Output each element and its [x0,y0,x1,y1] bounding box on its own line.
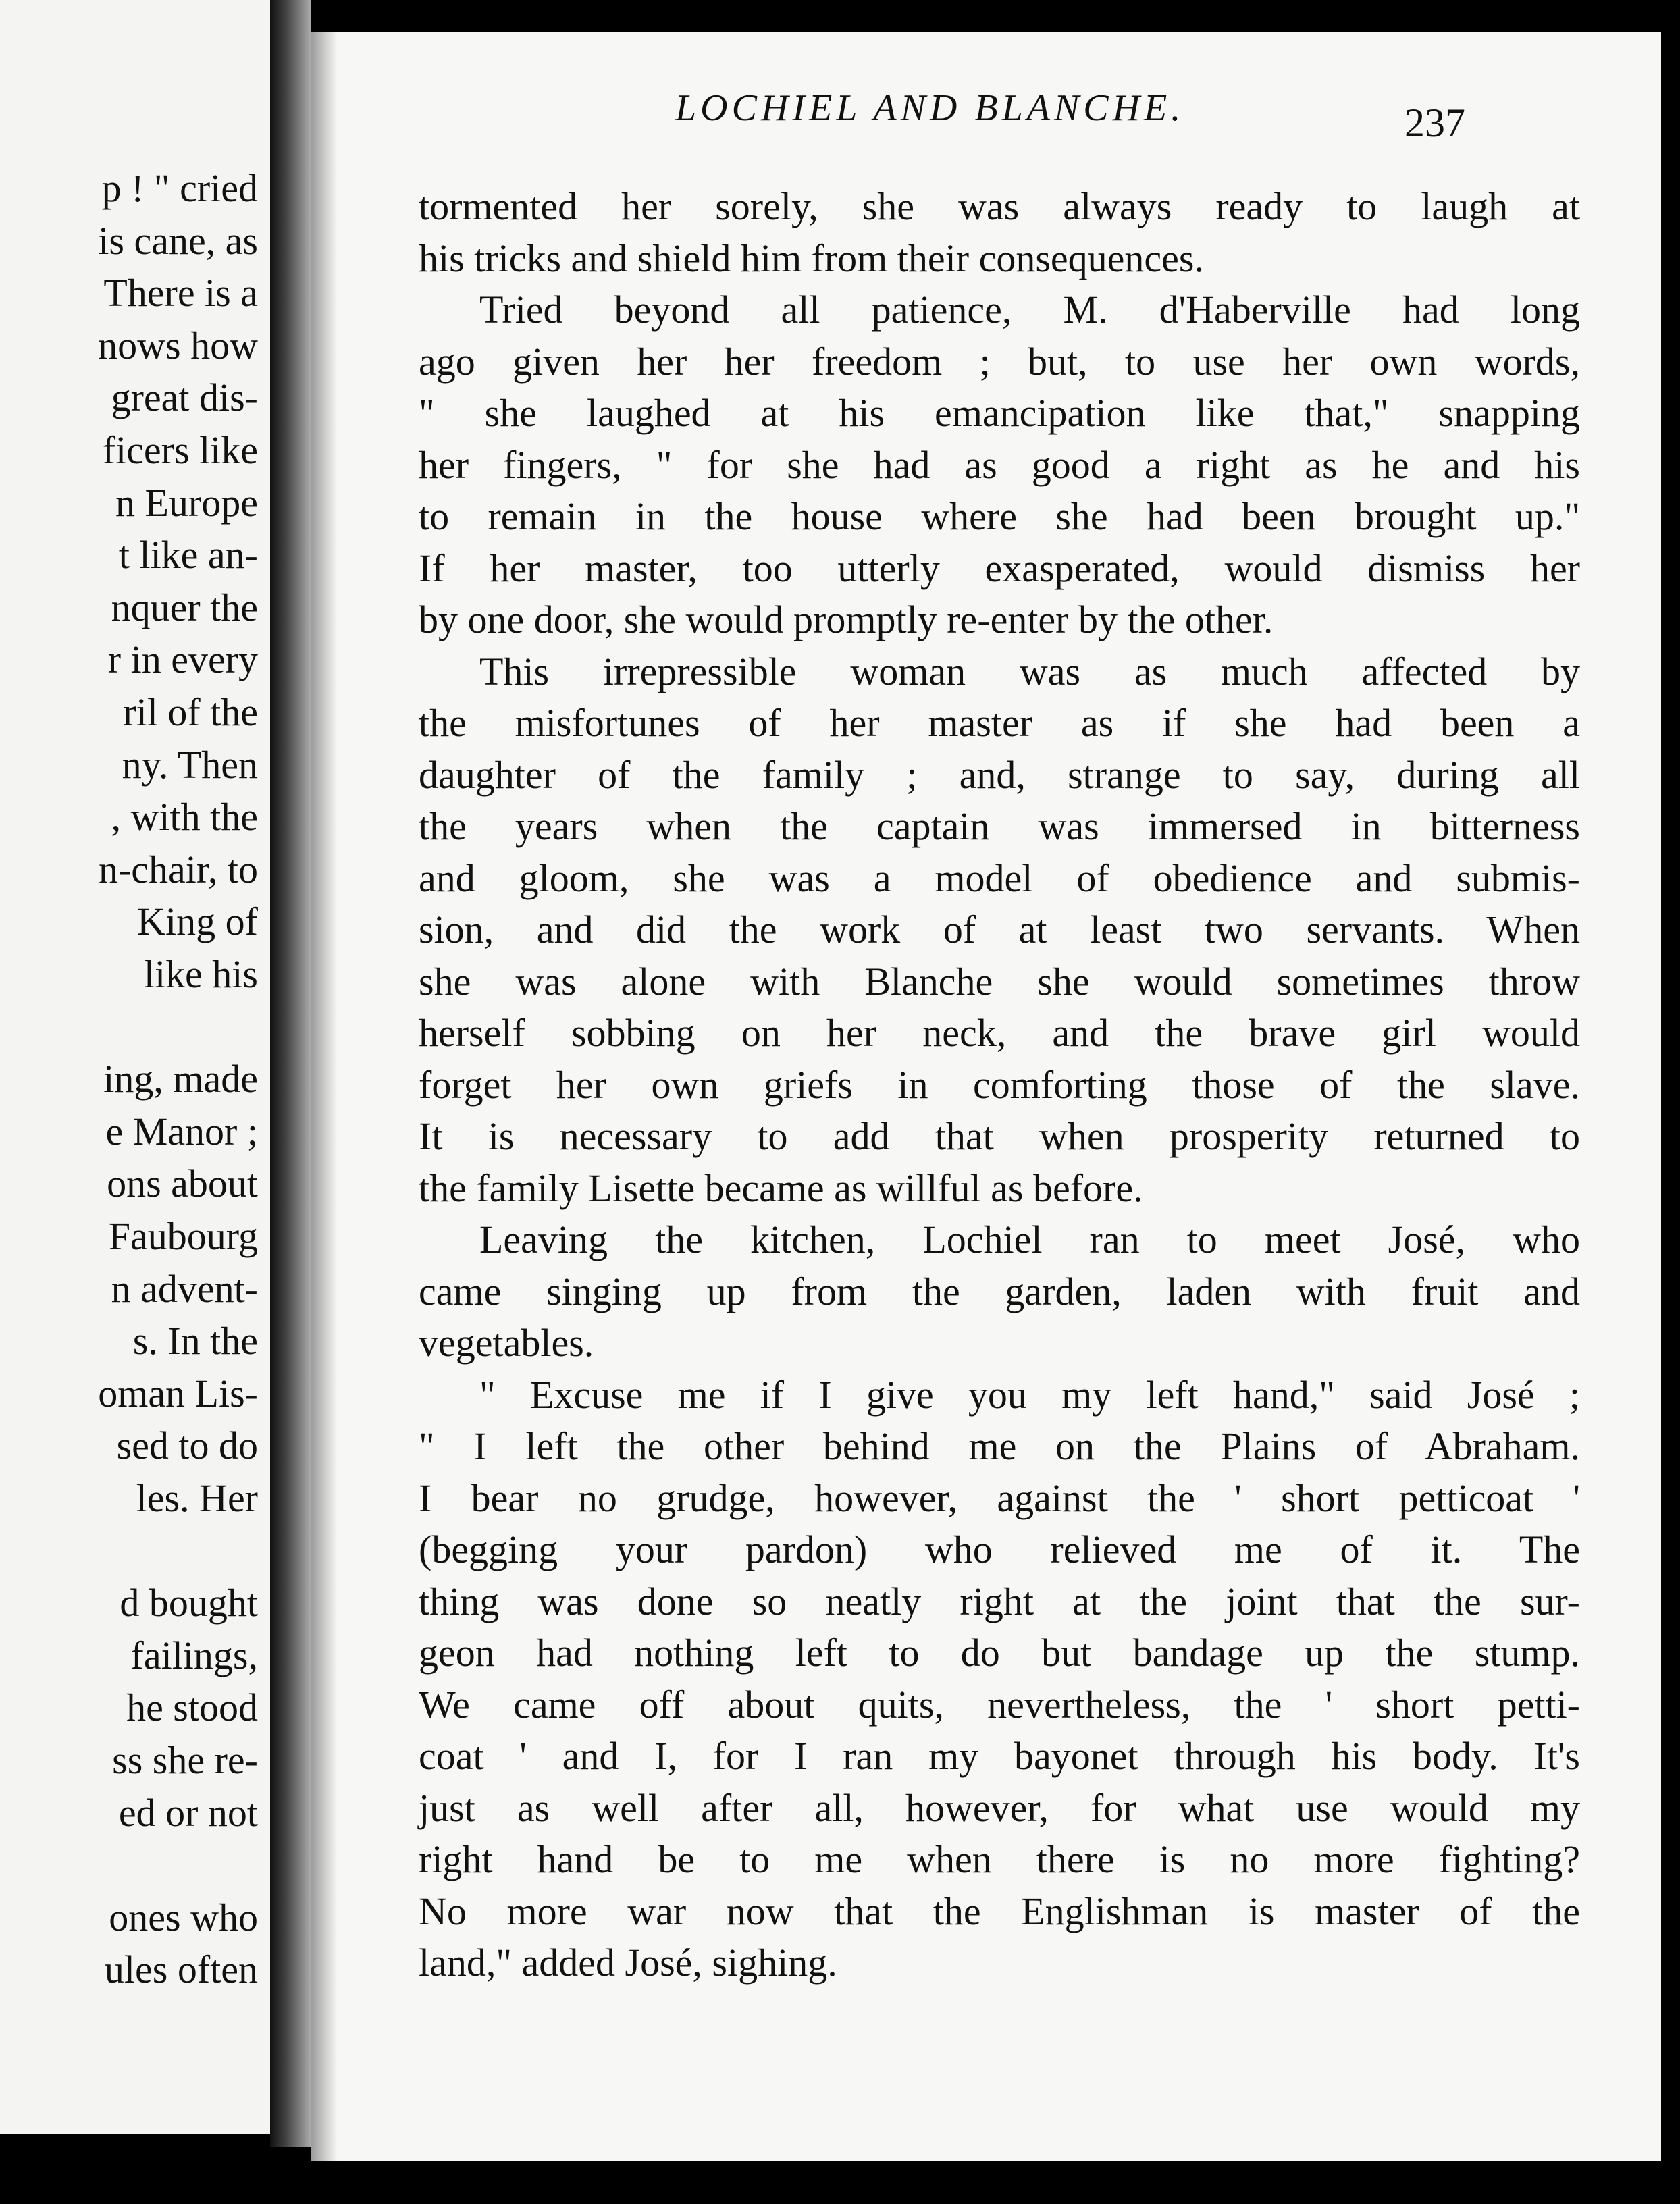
text-line: coat ' and I, for I ran my bayonet through his body. It's [419,1734,1580,1778]
left-page-line: les. Her [136,1476,258,1520]
book-gutter [270,0,311,2147]
text-line: Leaving the kitchen, Lochiel ran to meet José, who [479,1217,1580,1261]
right-page [311,32,1661,2161]
left-page-line: is cane, as [98,218,258,263]
text-line: the years when the captain was immersed in bitterness [419,804,1580,848]
left-page-line: ril of the [123,690,258,734]
text-line: she was alone with Blanche she would sometimes throw [419,959,1580,1003]
text-line: just as well after all, however, for what use would my [419,1785,1580,1830]
text-line: right hand be to me when there is no more fighting? [419,1837,1580,1881]
left-page-line: ons about [107,1161,258,1206]
text-line: sion, and did the work of at least two servants. When [419,908,1580,951]
left-page-line: failings, [130,1633,258,1677]
left-page-line: s. In the [132,1319,258,1363]
left-page-line: e Manor ; [105,1109,258,1153]
left-page-line: great dis- [111,375,258,420]
text-line: thing was done so neatly right at the joint that the sur- [419,1579,1580,1623]
left-page-line: , with the [111,795,258,839]
text-line: It is necessary to add that when prosperity returned to [419,1114,1580,1158]
text-line: I bear no grudge, however, against the ' short petticoat ' [419,1475,1580,1520]
page-shadow [311,32,338,2161]
left-page-line: n advent- [111,1266,258,1311]
text-line: " I left the other behind me on the Plains of Abraham. [419,1424,1580,1468]
text-line: Tried beyond all patience, M. d'Haberville had long [479,288,1580,332]
text-line: came singing up from the garden, laden with fruit and [419,1269,1580,1313]
left-page-line: d bought [120,1581,258,1625]
left-page-line: p ! " cried [101,166,258,210]
text-line: (begging your pardon) who relieved me of it. The [419,1527,1580,1571]
left-page-line: nquer the [111,585,258,629]
text-line: by one door, she would promptly re-enter by the other. [419,598,1274,641]
left-page-line: ed or not [118,1790,258,1835]
text-line: the family Lisette became as willful as before. [419,1165,1143,1210]
left-page-line: n-chair, to [98,847,258,891]
left-page-line: Faubourg [108,1214,258,1258]
text-line: ago given her her freedom ; but, to use her own words, [419,339,1580,384]
left-page-line: There is a [103,271,258,315]
left-page-line: nows how [98,323,258,367]
page-number: 237 [1405,101,1465,145]
left-page-line: ules often [104,1947,258,1992]
text-line: forget her own griefs in comforting those of the slave. [419,1062,1580,1107]
text-line: This irrepressible woman was as much affected by [479,649,1580,693]
text-line: " Excuse me if I give you my left hand," said José ; [479,1372,1580,1417]
body-text [419,181,1580,1989]
left-page-line: King of [137,899,258,944]
text-line: No more war now that the Englishman is master of the [419,1889,1580,1933]
text-line: to remain in the house where she had been brought up." [419,494,1580,538]
left-page-line: like his [143,952,258,996]
text-line: herself sobbing on her neck, and the brave girl would [419,1011,1580,1055]
left-page-line: ing, made [103,1057,258,1101]
left-page-line: he stood [126,1685,258,1730]
text-line: If her master, too utterly exasperated, would dismiss her [419,546,1580,590]
text-line: and gloom, she was a model of obedience and submis- [419,856,1580,900]
left-page-line: sed to do [116,1423,258,1468]
text-line: " she laughed at his emancipation like that," snapping [419,391,1580,435]
text-line: the misfortunes of her master as if she had been a [419,701,1580,745]
left-page-line: ny. Then [122,742,258,787]
text-line: her fingers, " for she had as good a right as he and his [419,442,1580,487]
left-page [0,0,270,2134]
text-line: daughter of the family ; and, strange to say, during all [419,752,1580,797]
left-page-line: ones who [109,1895,258,1939]
left-page-line: n Europe [115,480,258,525]
left-page-line: oman Lis- [98,1371,258,1415]
left-page-line: t like an- [118,533,258,577]
text-line: tormented her sorely, she was always ready to laugh at [419,184,1580,228]
left-page-line: ficers like [102,428,258,472]
text-line: We came off about quits, nevertheless, the ' short petti- [419,1682,1580,1727]
left-page-line: ss she re- [112,1738,258,1782]
text-line: his tricks and shield him from their consequences. [419,236,1204,280]
text-line: land," added José, sighing. [419,1941,837,1985]
running-head: LOCHIEL AND BLANCHE. [675,87,1185,129]
left-page-line: r in every [107,637,258,682]
text-line: geon had nothing left to do but bandage up the stump. [419,1631,1580,1675]
text-line: vegetables. [419,1321,594,1365]
